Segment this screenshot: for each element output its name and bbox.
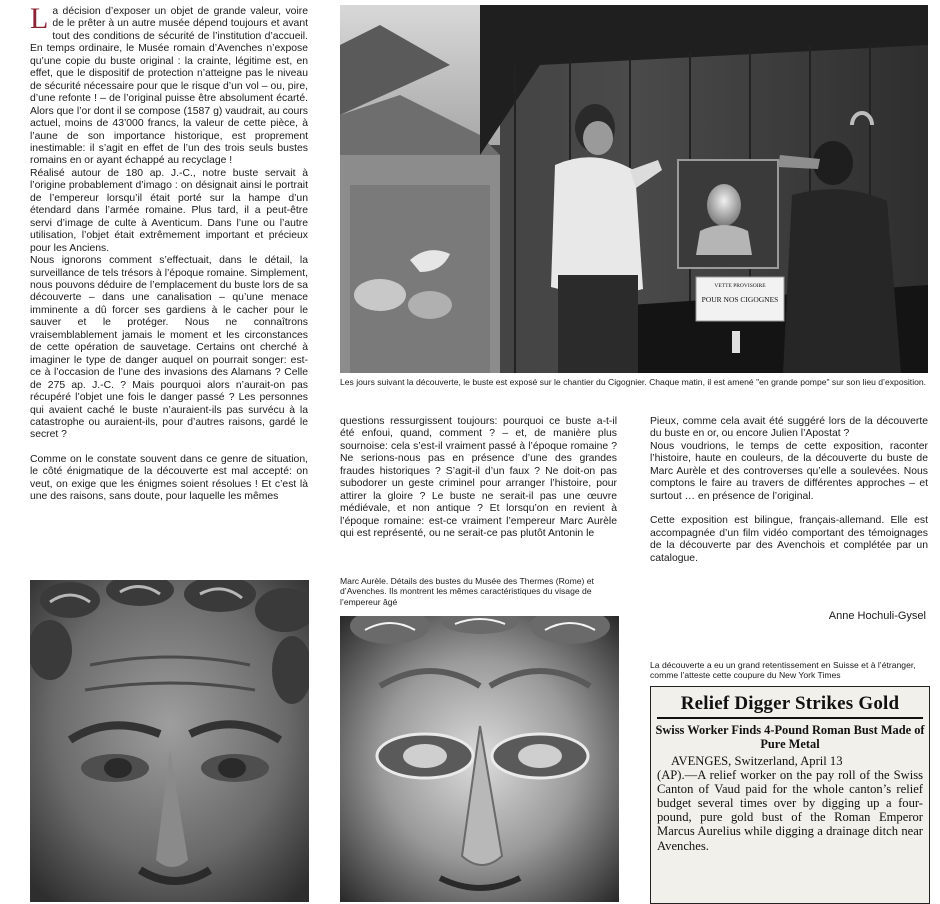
- new-york-times-clipping: [650, 686, 930, 904]
- author-signature: Anne Hochuli-Gysel: [828, 610, 926, 622]
- article-column-1: [30, 2, 308, 504]
- clipping-headline: Relief Digger Strikes Gold: [680, 693, 900, 714]
- exhibit-sign-line-2: POUR NOS CIGOGNES: [701, 295, 779, 304]
- clipping-body: [657, 754, 923, 853]
- clipping-rule: [657, 717, 923, 719]
- clipping-subheadline: Swiss Worker Finds 4-Pound Roman Bust Made of Pure Metal: [655, 723, 925, 751]
- article-column-2: [340, 416, 617, 541]
- discovery-exhibit-photo: [340, 5, 928, 373]
- exhibit-sign: [696, 279, 784, 321]
- article-column-3: [650, 416, 928, 565]
- clipping-caption: La découverte a eu un grand retentissement en Suisse et à l’étranger, comme l’atteste cette coupure du New York Times: [650, 660, 916, 681]
- clipping-dateline: AVENGES, Switzerland, April 13: [671, 754, 843, 768]
- col1-paragraph-4: Comme on le constate souvent dans ce genre de situation, le côté énigmatique de la découverte est mal accepté: on veut, on exige que les énigmes soient résolues ! Et c’est là une des raisons, sans doute, pour laquelle les mêmes: [30, 453, 308, 503]
- exhibit-sign-line-1: VETTE PROVISOIRE: [714, 283, 766, 289]
- clipping-text: (AP).—A relief worker on the pay roll of the Swiss Canton of Vaud paid for the whole canton’s relief budget several times over by digging up a four-pound, pure gold bust of the Roman Emperor Marcus Aurelius while digging a drainage ditch near Avenches.: [657, 768, 923, 853]
- col3-paragraph-2: Nous voudrions, le temps de cette exposition, raconter l’histoire, haute en couleurs, de la découverte du buste de Marc Aurèle et des controverses qu’elle a soulevées. Nous comptons le faire au travers de différentes approches – et surtout … en présence de l’original.: [650, 440, 928, 502]
- col1-paragraph-2: Réalisé autour de 180 ap. J.-C., notre buste servait à l’origine probablement d’imago : on désignait ainsi le portrait de l’empereur lorsqu’il était porté sur la hampe d’un étendard dans l’armée romaine. Plus tard, il a peut-être servi d’image de culte à Aventicum. Dans l’une ou l’autre utilisation, l’objet était extrêmement important et précieux pour les Anciens.: [30, 167, 308, 254]
- top-photo-caption: Les jours suivant la découverte, le buste est exposé sur le chantier du Cigognier. Chaque matin, il est amené "en grande pompe" sur son lieu d’exposition.: [340, 377, 927, 387]
- drop-cap: L: [30, 2, 49, 35]
- avenches-gold-bust-detail-photo: [340, 616, 619, 902]
- col1-paragraph-1: a décision d’exposer un objet de grande valeur, voire de le prêter à un autre musée dépend toujours et avant tout des conditions de sécurité de l’institution d’accueil. En temps ordinaire, le Musée romain d’Avenches n’expose qu’une copie du buste original : la crainte, légitime est, en effet, que le dispositif de protection n’atteigne pas le niveau de sécurité nécessaire pour que le risque d’un vol – ou, pire, d’une refonte ! – de l’original puisse être absolument écarté. Alors que l’or dont il se compose (1587 g) vaudrait, au cours actuel, moins de 43’000 francs, la valeur de cette pièce, à l’aune de son importance historique, est proprement inestimable: il s’agit en effet de l’un des trois seuls bustes romains en or ayant échappé au recyclage !: [30, 6, 308, 167]
- col3-paragraph-3: Cette exposition est bilingue, français-allemand. Elle est accompagnée d’un film vidéo comportant des témoignages de la découverte par des Avenchois et complétée par un catalogue.: [650, 515, 928, 564]
- rome-bust-detail-photo: [30, 580, 309, 902]
- col3-paragraph-1: Pieux, comme cela avait été suggéré lors de la découverte du buste en or, ou encore Julien l’Apostat ?: [650, 416, 928, 440]
- busts-caption: Marc Aurèle. Détails des bustes du Musée des Thermes (Rome) et d’Avenches. Ils montrent les mêmes caractéristiques du visage de l’empereur âgé: [340, 576, 594, 607]
- col2-paragraph-1: questions ressurgissent toujours: pourquoi ce buste a-t-il été enfoui, quand, comment ? – et, de manière plus sournoise: cela s’est-il vraiment passé à l’époque romaine ? Ne serions-nous pas en présence d’une des grandes fraudes historiques ? S’agit-il d’un faux ? Ne doit-on pas subodorer un geste criminel pour arranger l’histoire, pour attirer la gloire ? Le buste ne serait-il pas une œuvre médiévale, et non antique ? Et lorsqu’on en revient à l’époque romaine: est-ce vraiment l’empereur Marc Aurèle qui est représenté, ou ne serait-ce pas plutôt Antonin le: [340, 416, 617, 540]
- col1-paragraph-3: Nous ignorons comment s’effectuait, dans le détail, la surveillance de tels trésors à l’époque romaine. Simplement, nous pouvons déduire de l’emplacement du buste lors de sa découverte – dans une canalisation – qu’une menace imminente a dû forcer ses gardiens à le cacher pour le sauver et le protéger. Nous ne connaîtrons vraisemblablement jamais le moment et les circonstances de cette opération de sauvetage. Certains ont cherché à imaginer le type de danger auquel on pourrait songer: est-ce à l’occasion de l’une des invasions des Alamans ? Celle de 275 ap. J.-C. ? Mais pourquoi alors n’aurait-on pas récupéré l’objet une fois le danger passé ? Les personnes qui avaient caché le buste n’auraient-ils pas survécu à la catastrophe ou auraient-ils, pour d’autres raisons, gardé le secret ?: [30, 255, 308, 441]
